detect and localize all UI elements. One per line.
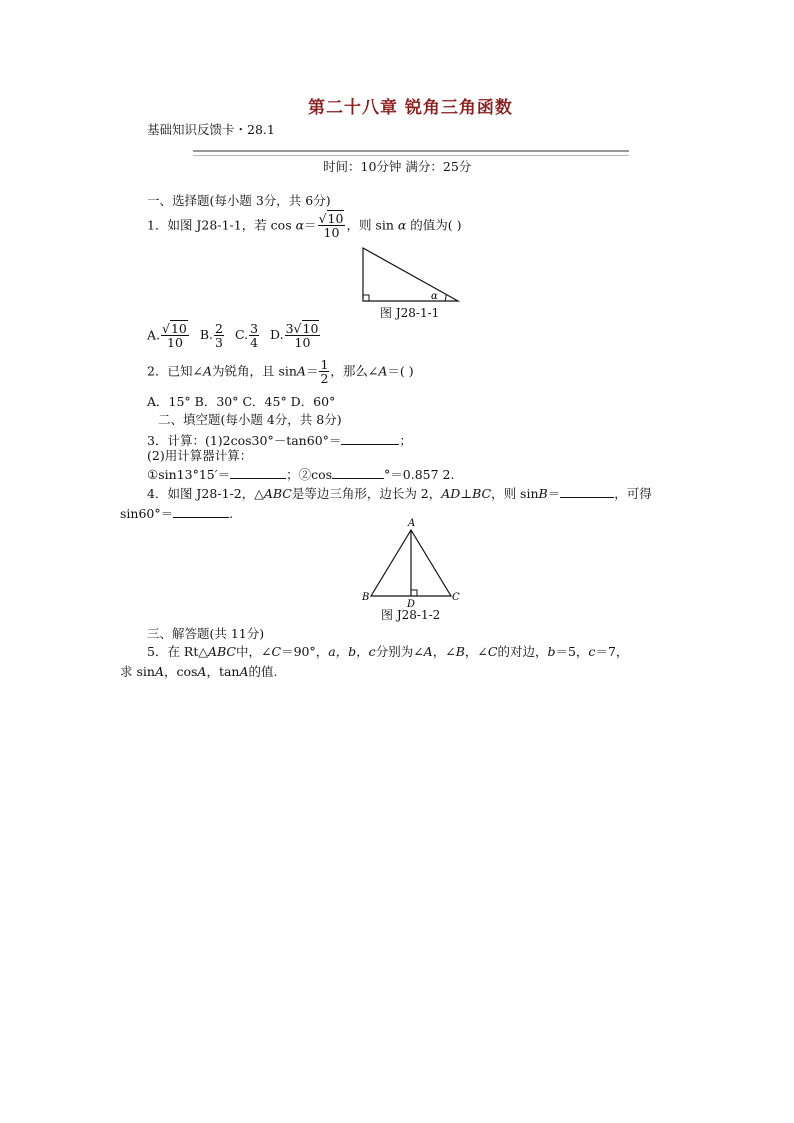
q3-blank-2[interactable] [230,467,286,479]
q1-option-c-label: C. [234,327,249,343]
figure2-label-b: B [362,592,370,603]
q1-option-a-label: A. [147,327,161,343]
q5-b: b [547,644,556,659]
q4-b: B [538,486,548,501]
q5-sep1: ，∠ [432,644,456,659]
q5-line2-c: ，tan [206,664,240,679]
figure2-label-a: A [408,518,416,529]
q5-line1-f: ＝5， [555,644,589,659]
angle-arc [445,295,446,301]
q1-frac-radicand: 10 [327,211,344,226]
q1-eq: ＝ [304,217,317,233]
right-angle-mark-d [411,590,417,596]
time-info: 时间：10分钟 满分：25分 [323,159,472,174]
section2-heading: 二、填空题(每小题 4分，共 8分) [158,412,342,427]
q1-option-d-label: D. [270,327,284,343]
q2-var-a2: A [296,363,306,379]
q1-option-c-den: 4 [250,335,259,351]
q2-mid: 为锐角，且 sin [211,363,297,379]
figure2-caption: 图 J28-1-2 [381,608,441,622]
figure-j28-1-1 [355,244,465,306]
q1-option-a: $\frac{√10}{10}$ [162,321,187,351]
q4-ad: AD [441,486,461,501]
card-label: 基础知识反馈卡・28.1 [147,122,275,137]
header-rule-top [193,150,629,152]
q5-C2: C [487,644,498,659]
q1-option-a-den: 10 [167,335,183,351]
right-triangle [363,248,458,301]
question-2 [147,358,414,385]
q2-eq: ＝ [305,363,319,379]
q4-line1-a: 4．如图 J28-1-2，△ [147,486,264,501]
q5-c: C [271,644,282,659]
q2-tail2: ＝( ) [387,363,414,379]
q1-alpha: α [295,217,305,233]
q5-line2-d: 的值. [248,664,278,679]
q4-line1-d: ＝ [547,486,561,501]
q3-line1-end: ； [399,433,412,448]
q1-tail-alpha: α [397,217,407,233]
q1-tail: ，则 sin [346,217,398,233]
q1-option-d-coef: 3 [285,321,294,336]
q3-line3-b: ；②cos [286,467,333,482]
q5-line1-e: 的对边， [497,644,548,659]
q4-blank-2[interactable] [173,506,229,518]
q4-line2-a: sin60°＝ [120,506,174,521]
q2-tail: ，那么∠ [330,363,379,379]
q1-tail2: 的值为( ) [406,217,462,233]
q1-option-b-label: B. [199,327,214,343]
q5-vars: a，b，c [328,644,376,659]
q5-line1-d: 分别为∠ [375,644,424,659]
q1-frac-den: 10 [323,225,340,241]
q3-line2: (2)用计算器计算： [147,448,253,463]
q2-lead: 2．已知∠ [147,363,203,379]
q4-line1-e: ，可得 [614,486,652,501]
q3-blank-1[interactable] [341,433,399,445]
section3-heading: 三、解答题(共 11分) [147,626,265,641]
q2-frac-num: 1 [320,357,329,372]
right-angle-mark [363,295,369,301]
q5-A: A [423,644,433,659]
q4-bc: BC [472,486,492,501]
q5-line2-A3: A [239,664,249,679]
q1-option-d-radicand: 10 [302,321,319,336]
q5-line2-A2: A [197,664,207,679]
q4-line1-b: 是等边三角形，边长为 2， [291,486,442,501]
q1-option-b [214,322,224,349]
question-5-line1 [147,646,628,659]
q4-abc: ABC [263,486,292,501]
question-3-line1 [147,433,412,448]
q1-option-d-den: 10 [294,335,311,351]
q3-line3-a: ①sin13°15′＝ [147,467,231,482]
q5-abc: ABC [207,644,236,659]
question-5-line2 [120,666,278,679]
question-4-line2 [120,506,233,521]
q5-line1-g: ＝7， [595,644,629,659]
q5-cvar: c [588,644,596,659]
figure-j28-1-2 [358,514,468,608]
question-4-line1 [147,486,652,501]
figure2-label-c: C [452,592,460,603]
q5-line1-b: 中，∠ [236,644,272,659]
q5-B: B [455,644,465,659]
q5-line1-c: ＝90°， [281,644,329,659]
q5-line2-A1: A [154,664,164,679]
chapter-title: 第二十八章 锐角三角函数 [308,98,513,118]
q3-blank-3[interactable] [332,467,384,479]
q2-options: A．15° B．30° C．45° D．60° [147,394,336,409]
q5-sep2: ，∠ [464,644,488,659]
q4-blank-1[interactable] [560,486,614,498]
q2-var-a: A [202,363,212,379]
q1-option-c-num: 3 [250,321,259,336]
q1-option-c [249,322,259,349]
q1-option-b-den: 3 [215,335,223,351]
q1-fraction: $\frac{√10}{10}$ [318,211,344,241]
q5-line2-b: ，cos [163,664,198,679]
q3-line1: 3．计算：(1)2cos30°－tan60°＝ [147,433,342,448]
q4-line2-b: . [229,506,234,521]
q1-option-a-radicand: 10 [170,321,187,336]
question-1 [147,212,462,239]
q5-line1-a: 5．在 Rt△ [147,644,208,659]
q1-option-d: $\frac{3√10}{10}$ [285,321,319,351]
q3-line3-c: °＝0.857 2. [384,467,455,482]
q4-line1-c: ，则 sin [491,486,539,501]
q2-fraction [319,358,329,385]
q5-line2-a: 求 sin [120,664,155,679]
figure1-caption: 图 J28-1-1 [380,306,440,320]
q2-var-a3: A [378,363,388,379]
q1-lead: 1．如图 J28-1-1，若 cos [147,217,296,233]
q1-options [147,322,321,349]
header-rule-bottom [193,155,629,156]
figure2-label-d: D [407,599,416,608]
q4-perp: ⊥ [460,486,473,501]
section1-heading: 一、选择题(每小题 3分，共 6分) [147,193,331,208]
q1-option-b-num: 2 [215,321,223,336]
q2-frac-den: 2 [320,371,329,387]
question-3-line3 [147,467,454,482]
figure1-alpha-label: α [431,291,438,302]
